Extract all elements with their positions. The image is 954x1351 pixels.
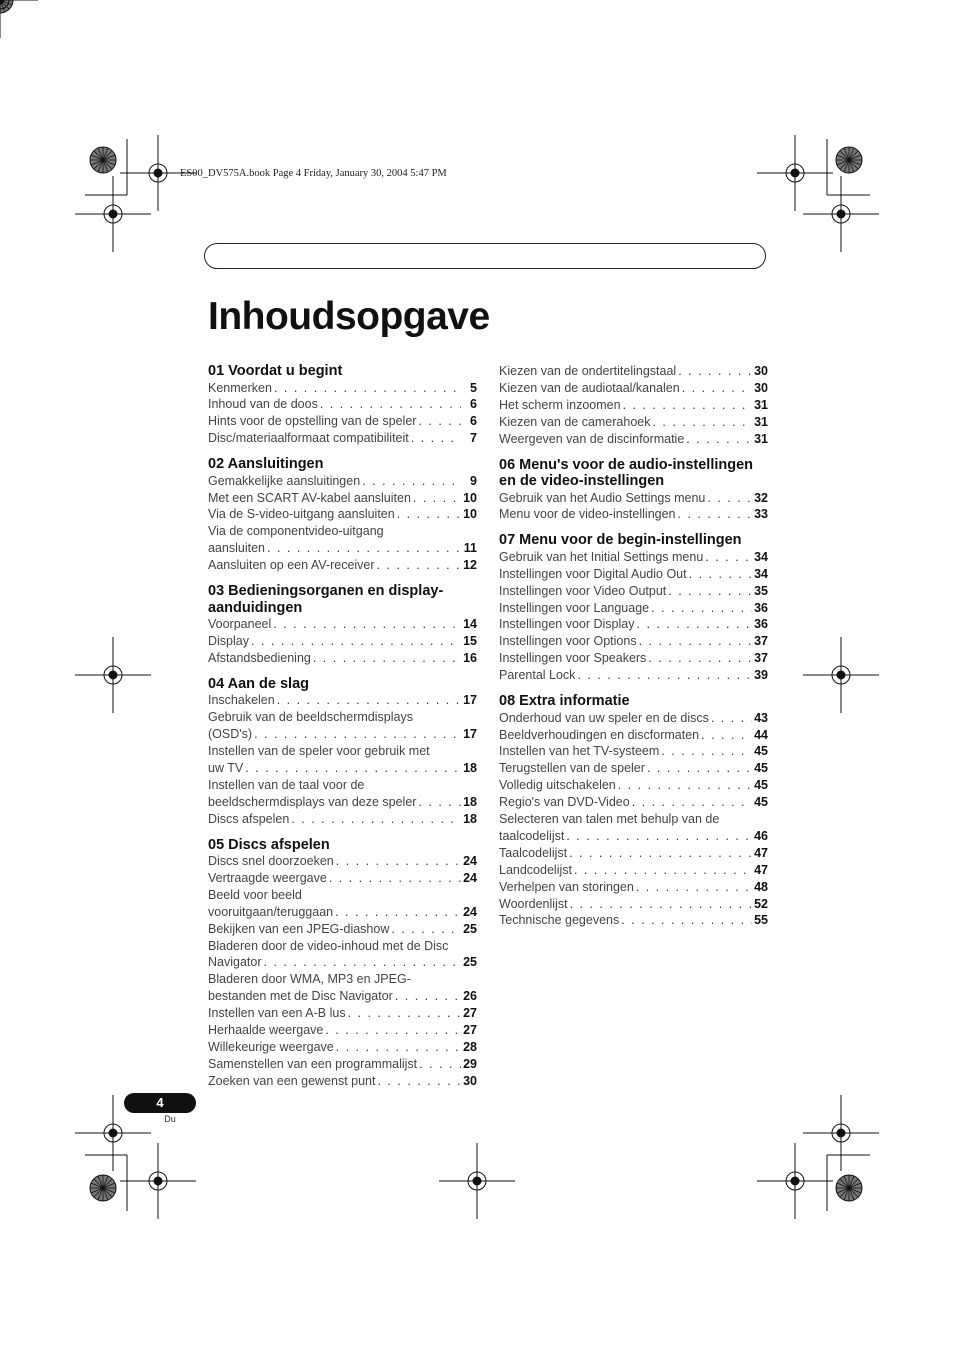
toc-page-number: 48: [754, 879, 768, 894]
section-title: 05 Discs afspelen: [208, 836, 330, 853]
toc-page-number: 47: [754, 862, 768, 877]
dot-leader: [245, 760, 461, 777]
dot-leader: [689, 566, 752, 583]
toc-entry-text: bestanden met de Disc Navigator: [208, 989, 393, 1004]
toc-page-number: 39: [754, 668, 768, 683]
toc-page-number: 25: [463, 921, 477, 936]
toc-entry[interactable]: [208, 726, 477, 743]
dot-leader: [419, 1056, 461, 1073]
dot-leader: [566, 828, 752, 845]
toc-entry-text: Verhelpen van storingen: [499, 879, 634, 894]
dot-leader: [395, 988, 461, 1005]
dot-leader: [682, 380, 752, 397]
toc-page-number: 6: [470, 397, 477, 412]
dot-leader: [652, 414, 752, 431]
toc-page-number: 26: [463, 989, 477, 1004]
toc-entry[interactable]: [208, 870, 477, 887]
toc-page-number: 47: [754, 845, 768, 860]
toc-page-number: 11: [463, 541, 477, 556]
toc-page-number: 34: [754, 566, 768, 581]
toc-entry-text: Willekeurige weergave: [208, 1040, 334, 1054]
dot-leader: [569, 845, 752, 862]
toc-right-column: [499, 363, 768, 938]
dot-leader: [277, 692, 461, 709]
toc-page-number: 9: [470, 473, 477, 488]
toc-page-number: 55: [754, 913, 768, 928]
toc-entry-line: Via de componentvideo-uitgang: [208, 524, 384, 539]
toc-entry-text: Kiezen van de camerahoek: [499, 414, 651, 429]
toc-entry[interactable]: [499, 828, 768, 845]
dot-leader: [254, 726, 461, 743]
dot-leader: [273, 616, 461, 633]
toc-entry-text: Instellingen voor Language: [499, 600, 650, 615]
toc-entry-text: Met een SCART AV-kabel aansluiten: [208, 490, 411, 505]
toc-entry[interactable]: [208, 904, 477, 921]
toc-page-number: 18: [463, 794, 477, 809]
toc-entry[interactable]: [499, 710, 768, 727]
toc-entry-text: Woordenlijst: [499, 896, 568, 911]
dot-leader: [577, 667, 752, 684]
toc-page-number: 28: [463, 1040, 477, 1054]
toc-entry-text: Zoeken van een gewenst punt: [208, 1073, 376, 1088]
toc-entry[interactable]: [499, 896, 768, 913]
dot-leader: [678, 506, 753, 523]
toc-entry-text: Onderhoud van uw speler en de discs: [499, 710, 709, 725]
toc-page-number: 16: [463, 650, 477, 665]
toc-entry-text: Beeldverhoudingen en discformaten: [499, 727, 700, 742]
section-title: 02 Aansluitingen: [208, 456, 324, 473]
toc-entry[interactable]: [499, 879, 768, 896]
toc-entry[interactable]: [499, 616, 768, 633]
toc-entry-text: beeldschermdisplays van deze speler: [208, 794, 417, 809]
chapter-band: [204, 243, 766, 269]
toc-entry-text: Kenmerken: [208, 380, 272, 395]
toc-entry[interactable]: [499, 667, 768, 684]
toc-page-number: 24: [463, 854, 477, 869]
toc-entry-text: Menu voor de video-instellingen: [499, 507, 676, 522]
toc-page-number: 52: [754, 896, 768, 911]
dot-leader: [651, 600, 752, 617]
toc-entry[interactable]: [499, 397, 768, 414]
toc-entry[interactable]: [208, 921, 477, 938]
dot-leader: [636, 879, 752, 896]
toc-entry[interactable]: [208, 490, 477, 507]
toc-entry[interactable]: [499, 363, 768, 380]
toc-section: [208, 837, 477, 1090]
toc-page-number: 37: [754, 634, 768, 649]
dot-leader: [325, 1022, 461, 1039]
toc-entry[interactable]: [499, 633, 768, 650]
toc-page-number: 24: [463, 870, 477, 885]
toc-entry-text: Bekijken van een JPEG-diashow: [208, 921, 390, 936]
dot-leader: [637, 616, 753, 633]
toc-entry[interactable]: [208, 506, 477, 523]
toc-page-number: 30: [754, 380, 768, 395]
toc-entry[interactable]: [499, 506, 768, 523]
toc-entry-text: Parental Lock: [499, 668, 576, 683]
dot-leader: [574, 862, 752, 879]
toc-section: [499, 457, 768, 524]
dot-leader: [264, 954, 462, 971]
page-title: Inhoudsopgave: [208, 295, 490, 338]
toc-entry-text: Afstandsbediening: [208, 650, 311, 665]
toc-entry[interactable]: [499, 912, 768, 929]
toc-entry[interactable]: [208, 396, 477, 413]
toc-entry-line: Selecteren van talen met behulp van de: [499, 812, 720, 827]
section-title: 06 Menu's voor de audio-instellingen en de video-instellingen: [499, 456, 754, 490]
dot-leader: [335, 904, 461, 921]
toc-entry-text: Kiezen van de ondertitelingstaal: [499, 364, 677, 378]
toc-entry-text: Instellingen voor Speakers: [499, 651, 647, 666]
toc-page-number: 25: [463, 955, 477, 970]
toc-entry[interactable]: [208, 633, 477, 650]
dot-leader: [632, 794, 752, 811]
section-title: 03 Bedieningsorganen en display-aanduidingen: [208, 583, 444, 616]
toc-entry[interactable]: [208, 760, 477, 777]
dot-leader: [418, 413, 461, 430]
dot-leader: [313, 650, 461, 667]
toc-page-number: 27: [463, 1006, 477, 1021]
toc-page-number: 18: [463, 760, 477, 775]
toc-entry-text: aansluiten: [208, 541, 265, 556]
toc-entry[interactable]: [499, 794, 768, 811]
dot-leader: [621, 912, 752, 929]
dot-leader: [678, 363, 752, 380]
toc-page-number: 14: [463, 617, 477, 632]
toc-entry-line: Beeld voor beeld: [208, 887, 302, 902]
dot-leader: [291, 811, 461, 828]
dot-leader: [391, 921, 461, 938]
toc-page-number: 17: [463, 693, 477, 708]
toc-entry[interactable]: [208, 557, 477, 574]
toc-entry-text: Navigator: [208, 955, 262, 970]
toc-page-number: 37: [754, 651, 768, 666]
toc-entry-text: Via de S-video-uitgang aansluiten: [208, 507, 395, 522]
toc-entry-text: Herhaalde weergave: [208, 1023, 324, 1038]
dot-leader: [348, 1005, 461, 1022]
toc-page-number: 12: [463, 558, 477, 573]
toc-page-number: 30: [463, 1073, 477, 1088]
dot-leader: [320, 396, 461, 413]
toc-page-number: 45: [754, 778, 768, 793]
toc-page-number: 15: [463, 633, 477, 648]
toc-entry-text: Gemakkelijke aansluitingen: [208, 473, 361, 488]
toc-entry[interactable]: [499, 380, 768, 397]
toc-entry-text: Weergeven van de discinformatie: [499, 431, 685, 446]
toc-page-number: 45: [754, 795, 768, 810]
toc-entry-text: Voorpaneel: [208, 617, 272, 632]
toc-entry-line: Bladeren door WMA, MP3 en JPEG-: [208, 972, 411, 987]
toc-section: [499, 693, 768, 929]
dot-leader: [413, 490, 461, 507]
toc-page-number: 10: [463, 490, 477, 505]
toc-entry-text: uw TV: [208, 760, 244, 775]
toc-page-number: 33: [754, 507, 768, 522]
toc-entry-text: Regio's van DVD-Video: [499, 795, 630, 810]
toc-entry-text: Terugstellen van de speler: [499, 761, 645, 776]
section-title: 01 Voordat u begint: [208, 363, 343, 379]
dot-leader: [418, 794, 461, 811]
toc-entry-text: Discs afspelen: [208, 811, 290, 826]
toc-entry[interactable]: [499, 549, 768, 566]
toc-entry[interactable]: [208, 616, 477, 633]
toc-entry-text: Taalcodelijst: [499, 845, 568, 860]
toc-entry[interactable]: [208, 853, 477, 870]
toc-section: [499, 532, 768, 684]
toc-entry-line: Bladeren door de video-inhoud met de Disc: [208, 938, 449, 953]
dot-leader: [267, 540, 461, 557]
dot-leader: [623, 397, 752, 414]
toc-entry-text: Hints voor de opstelling van de speler: [208, 414, 417, 429]
dot-leader: [711, 710, 752, 727]
toc-entry[interactable]: [208, 794, 477, 811]
page-number: 4: [124, 1093, 196, 1113]
toc-page-number: 46: [754, 828, 768, 843]
toc-page-number: 36: [754, 600, 768, 615]
toc-entry[interactable]: [208, 1056, 477, 1073]
dot-leader: [648, 650, 752, 667]
toc-entry[interactable]: [208, 811, 477, 828]
dot-leader: [701, 727, 752, 744]
toc-page-number: 29: [463, 1056, 477, 1071]
dot-leader: [686, 431, 752, 448]
toc-entry-text: Vertraagde weergave: [208, 870, 327, 885]
toc-entry[interactable]: [208, 1022, 477, 1039]
toc-entry-text: Samenstellen van een programmalijst: [208, 1056, 418, 1071]
dot-leader: [274, 380, 461, 397]
toc-entry-text: Landcodelijst: [499, 862, 572, 877]
dot-leader: [336, 853, 461, 870]
dot-leader: [647, 760, 752, 777]
toc-left-column: [208, 363, 477, 1099]
toc-entry-text: Instellingen voor Options: [499, 634, 637, 649]
dot-leader: [570, 896, 752, 913]
toc-entry[interactable]: [499, 414, 768, 431]
toc-page-number: 18: [463, 811, 477, 826]
toc-page-number: 31: [754, 397, 768, 412]
dot-leader: [707, 490, 752, 507]
toc-entry-text: (OSD's): [208, 727, 253, 742]
toc-entry-text: Instellingen voor Video Output: [499, 583, 667, 598]
toc-page-number: 35: [754, 583, 768, 598]
toc-entry-line: Instellen van de taal voor de: [208, 777, 365, 792]
page-language: Du: [164, 1114, 176, 1124]
toc-entry[interactable]: [499, 862, 768, 879]
dot-leader: [397, 506, 461, 523]
toc-page-number: 43: [754, 710, 768, 725]
toc-page-number: 27: [463, 1023, 477, 1038]
toc-entry-text: Inhoud van de doos: [208, 397, 318, 412]
toc-section: [208, 456, 477, 574]
toc-entry-text: Disc/materiaalformaat compatibiliteit: [208, 431, 409, 446]
toc-entry[interactable]: [208, 1073, 477, 1090]
section-title: 04 Aan de slag: [208, 675, 310, 692]
toc-entry-text: Display: [208, 633, 249, 648]
toc-page-number: 24: [463, 904, 477, 919]
dot-leader: [618, 777, 752, 794]
toc-entry-text: Technische gegevens: [499, 913, 620, 928]
toc-entry[interactable]: [208, 650, 477, 667]
toc-entry[interactable]: [499, 777, 768, 794]
toc-section: [499, 363, 768, 448]
dot-leader: [639, 633, 752, 650]
dot-leader: [411, 430, 461, 447]
toc-entry[interactable]: [499, 431, 768, 448]
toc-entry[interactable]: [208, 1005, 477, 1022]
dot-leader: [661, 743, 752, 760]
toc-entry-text: Gebruik van het Audio Settings menu: [499, 490, 706, 505]
toc-page-number: 45: [754, 761, 768, 776]
toc-entry-text: Volledig uitschakelen: [499, 778, 616, 793]
toc-entry-text: taalcodelijst: [499, 828, 565, 843]
toc-entry-text: Aansluiten op een AV-receiver: [208, 558, 375, 573]
section-title: 07 Menu voor de begin-instellingen: [499, 532, 742, 549]
dot-leader: [377, 1073, 461, 1090]
toc-entry[interactable]: [499, 760, 768, 777]
toc-entry[interactable]: [499, 743, 768, 760]
dot-leader: [362, 473, 461, 490]
toc-page-number: 34: [754, 549, 768, 564]
toc-entry[interactable]: [208, 954, 477, 971]
toc-entry[interactable]: [499, 566, 768, 583]
toc-entry-text: Instellen van het TV-systeem: [499, 744, 660, 759]
toc-entry-text: Inschakelen: [208, 693, 275, 708]
toc-page-number: 31: [754, 414, 768, 429]
toc-entry-text: Het scherm inzoomen: [499, 397, 621, 412]
toc-entry[interactable]: [208, 380, 477, 397]
toc-section: [208, 583, 477, 667]
toc-page-number: 36: [754, 617, 768, 632]
toc-entry-line: Instellen van de speler voor gebruik met: [208, 744, 430, 758]
dot-leader: [377, 557, 461, 574]
toc-entry-text: Gebruik van het Initial Settings menu: [499, 549, 704, 564]
toc-entry[interactable]: [208, 473, 477, 490]
dot-leader: [668, 583, 752, 600]
toc-entry-text: Kiezen van de audiotaal/kanalen: [499, 380, 680, 395]
toc-entry[interactable]: [499, 650, 768, 667]
toc-entry[interactable]: [499, 845, 768, 862]
dot-leader: [329, 870, 461, 887]
dot-leader: [251, 633, 461, 650]
toc-entry-text: Instellen van een A-B lus: [208, 1006, 346, 1021]
toc-page-number: 5: [470, 380, 477, 395]
toc-page-number: 7: [470, 431, 477, 446]
toc-page-number: 17: [463, 727, 477, 742]
toc-entry-text: vooruitgaan/teruggaan: [208, 904, 334, 919]
toc-entry[interactable]: [499, 490, 768, 507]
toc-entry[interactable]: [208, 413, 477, 430]
dot-leader: [705, 549, 752, 566]
toc-page-number: 45: [754, 744, 768, 759]
toc-entry-line: Gebruik van de beeldschermdisplays: [208, 710, 413, 725]
toc-entry[interactable]: [208, 692, 477, 709]
toc-entry[interactable]: [208, 540, 477, 557]
toc-entry[interactable]: [208, 1039, 477, 1056]
toc-entry[interactable]: [499, 727, 768, 744]
toc-entry-text: Instellingen voor Digital Audio Out: [499, 566, 687, 581]
file-header: ES00_DV575A.book Page 4 Friday, January 30, 2004 5:47 PM: [180, 168, 447, 179]
toc-entry-text: Instellingen voor Display: [499, 617, 635, 632]
toc-page-number: 30: [754, 364, 768, 378]
toc-section: [208, 363, 477, 447]
toc-page-number: 31: [754, 431, 768, 446]
section-title: 08 Extra informatie: [499, 693, 630, 710]
toc-page-number: 10: [463, 507, 477, 522]
toc-section: [208, 676, 477, 828]
toc-entry[interactable]: [499, 583, 768, 600]
toc-entry-text: Discs snel doorzoeken: [208, 854, 334, 869]
toc-page-number: 32: [754, 490, 768, 505]
toc-entry[interactable]: [208, 430, 477, 447]
dot-leader: [336, 1039, 461, 1056]
toc-entry[interactable]: [499, 600, 768, 617]
toc-page-number: 44: [754, 727, 768, 742]
toc-page-number: 6: [470, 414, 477, 429]
toc-entry[interactable]: [208, 988, 477, 1005]
